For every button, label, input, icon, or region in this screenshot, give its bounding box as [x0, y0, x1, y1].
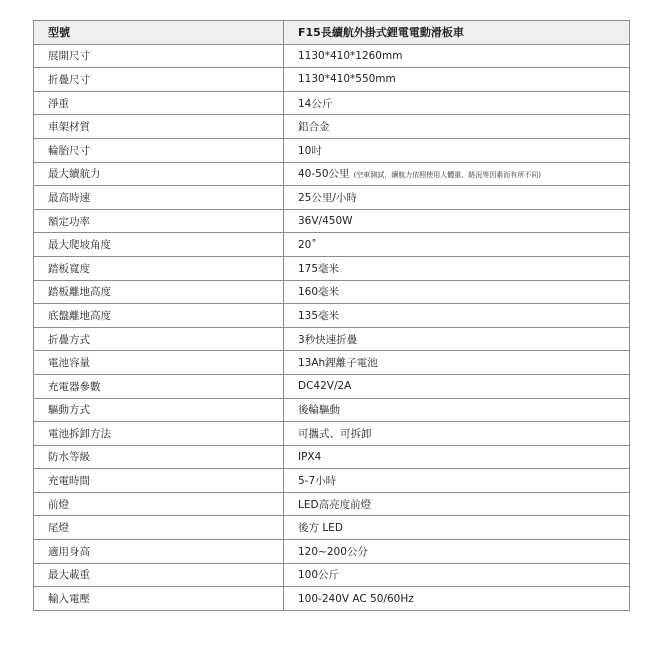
- table-row: [34, 327, 630, 351]
- spec-value: IPX4: [284, 445, 630, 469]
- spec-label: 踏板離地高度: [34, 280, 284, 304]
- spec-label: 充電器參數: [34, 374, 284, 398]
- table-row: [34, 540, 630, 564]
- spec-value: 135毫米: [284, 304, 630, 328]
- header-label-cell: 型號: [34, 21, 284, 45]
- table-row: [34, 351, 630, 375]
- spec-value: 可攜式、可拆卸: [284, 422, 630, 446]
- table-row: [34, 138, 630, 162]
- table-row: [34, 115, 630, 139]
- spec-label: 前燈: [34, 492, 284, 516]
- table-row: [34, 162, 630, 186]
- table-row: [34, 91, 630, 115]
- table-row: [34, 304, 630, 328]
- table-row: [34, 469, 630, 493]
- spec-label: 額定功率: [34, 209, 284, 233]
- table-row: [34, 398, 630, 422]
- table-row: [34, 445, 630, 469]
- spec-value: 後輪驅動: [284, 398, 630, 422]
- spec-label: 輪胎尺寸: [34, 138, 284, 162]
- spec-value: 14公斤: [284, 91, 630, 115]
- spec-label: 車架材質: [34, 115, 284, 139]
- spec-value: 36V/450W: [284, 209, 630, 233]
- table-row: [34, 44, 630, 68]
- spec-label: 防水等級: [34, 445, 284, 469]
- spec-value: 3秒快速折疊: [284, 327, 630, 351]
- spec-value: 175毫米: [284, 256, 630, 280]
- header-row: [34, 21, 630, 45]
- spec-label: 最高時速: [34, 186, 284, 210]
- spec-note: (空車測試，續航力依照使用人體重、路況等因素而有所不同): [353, 171, 541, 180]
- table-row: [34, 492, 630, 516]
- header-value-cell: F15長續航外掛式鋰電電動滑板車: [284, 21, 630, 45]
- spec-value: 160毫米: [284, 280, 630, 304]
- spec-label: 展開尺寸: [34, 44, 284, 68]
- spec-label: 折疊方式: [34, 327, 284, 351]
- spec-label: 淨重: [34, 91, 284, 115]
- table-row: [34, 374, 630, 398]
- spec-label: 電池拆卸方法: [34, 422, 284, 446]
- spec-table-header: [34, 21, 630, 45]
- table-row: [34, 209, 630, 233]
- spec-value: 鋁合金: [284, 115, 630, 139]
- table-row: [34, 280, 630, 304]
- spec-label: 最大載重: [34, 563, 284, 587]
- table-row: [34, 233, 630, 257]
- spec-value: DC42V/2A: [284, 374, 630, 398]
- spec-label: 適用身高: [34, 540, 284, 564]
- spec-value: 20˚: [284, 233, 630, 257]
- spec-label: 踏板寬度: [34, 256, 284, 280]
- spec-label: 電池容量: [34, 351, 284, 375]
- spec-label: 最大爬坡角度: [34, 233, 284, 257]
- spec-label: 驅動方式: [34, 398, 284, 422]
- spec-label: 尾燈: [34, 516, 284, 540]
- table-row: [34, 256, 630, 280]
- spec-value: 13Ah鋰離子電池: [284, 351, 630, 375]
- spec-label: 折疊尺寸: [34, 68, 284, 92]
- spec-label: 充電時間: [34, 469, 284, 493]
- spec-table: [33, 20, 630, 611]
- spec-label: 底盤離地高度: [34, 304, 284, 328]
- table-row: [34, 186, 630, 210]
- spec-value: 後方 LED: [284, 516, 630, 540]
- spec-value: LED高亮度前燈: [284, 492, 630, 516]
- spec-label: 最大續航力: [34, 162, 284, 186]
- spec-value: 40-50公里: [298, 168, 350, 181]
- table-row: [34, 68, 630, 92]
- table-row: [34, 422, 630, 446]
- spec-value: 100-240V AC 50/60Hz: [284, 587, 630, 611]
- spec-label: 輸入電壓: [34, 587, 284, 611]
- table-row: [34, 516, 630, 540]
- table-row: [34, 587, 630, 611]
- spec-value-cell: [284, 162, 630, 186]
- spec-value: 1130*410*1260mm: [284, 44, 630, 68]
- spec-value: 10吋: [284, 138, 630, 162]
- spec-value: 5-7小時: [284, 469, 630, 493]
- spec-value: 1130*410*550mm: [284, 68, 630, 92]
- table-row: [34, 563, 630, 587]
- spec-value: 100公斤: [284, 563, 630, 587]
- spec-value: 25公里/小時: [284, 186, 630, 210]
- spec-value: 120~200公分: [284, 540, 630, 564]
